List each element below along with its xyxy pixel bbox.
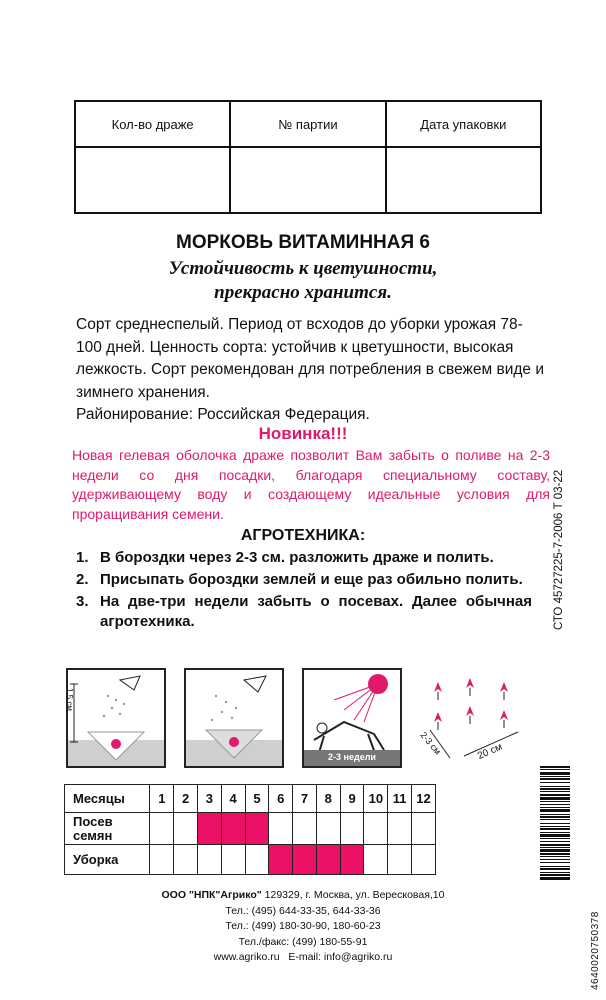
barcode-bar xyxy=(540,862,570,863)
barcode-bar xyxy=(540,872,570,873)
harvest-month-7 xyxy=(293,845,317,875)
month-12: 12 xyxy=(412,785,436,813)
harvest-month-5 xyxy=(245,845,269,875)
step-text: На две-три недели забыть о посевах. Далее обычная агротехника. xyxy=(100,593,532,630)
barcode-bar xyxy=(540,877,570,880)
barcode-bar xyxy=(540,807,570,808)
spacing-illustration xyxy=(420,668,520,768)
phone-line-2: Тел.: (499) 180-30-90, 180-60-23 xyxy=(225,920,381,932)
month-2: 2 xyxy=(174,785,198,813)
barcode-bar xyxy=(540,874,570,876)
spacing-label-row: 2-3 см xyxy=(418,730,443,757)
sowing-depth-illustration xyxy=(66,668,166,768)
month-6: 6 xyxy=(269,785,293,813)
agro-step xyxy=(76,548,532,568)
agro-step xyxy=(76,592,532,632)
sowing-row xyxy=(65,813,436,845)
barcode-bar xyxy=(540,797,570,800)
company-footer xyxy=(0,888,606,966)
barcode-bar xyxy=(540,838,570,839)
dragee-count-cell xyxy=(75,147,230,213)
step-text: Присыпать бороздки землей и еще раз обильно полить. xyxy=(100,571,523,588)
step-text: В бороздки через 2-3 см. разложить драже и полить. xyxy=(100,549,494,566)
harvest-month-2 xyxy=(174,845,198,875)
barcode-bar xyxy=(540,856,570,857)
barcode-bar xyxy=(540,778,570,780)
novinka-title: Новинка!!! xyxy=(258,424,348,443)
sowing-month-7 xyxy=(293,813,317,845)
product-title: МОРКОВЬ ВИТАМИННАЯ 6 xyxy=(176,232,430,253)
harvest-month-8 xyxy=(316,845,340,875)
harvest-month-10 xyxy=(364,845,388,875)
months-label: Месяцы xyxy=(65,785,150,813)
barcode-bar xyxy=(540,834,570,837)
month-5: 5 xyxy=(245,785,269,813)
barcode-bar xyxy=(540,776,570,777)
sowing-month-11 xyxy=(388,813,412,845)
watering-illustration xyxy=(184,668,284,768)
batch-number-header: № партии xyxy=(230,101,385,147)
month-3: 3 xyxy=(198,785,222,813)
barcode-bar xyxy=(540,804,570,805)
agro-title: АГРОТЕХНИКА: xyxy=(240,527,366,544)
sowing-month-2 xyxy=(174,813,198,845)
company-name: ООО "НПК"Агрико" xyxy=(161,889,262,901)
barcode-bar xyxy=(540,809,570,812)
step-number: 2. xyxy=(76,571,89,588)
sowing-calendar xyxy=(64,784,436,875)
month-10: 10 xyxy=(364,785,388,813)
barcode-bar xyxy=(540,766,570,768)
watering-graphic xyxy=(186,670,282,766)
harvest-month-1 xyxy=(150,845,174,875)
spacing-label-between: 20 см xyxy=(476,741,505,763)
harvest-month-9 xyxy=(340,845,364,875)
phone-line-1: Тел.: (495) 644-33-35, 644-33-36 xyxy=(225,904,381,917)
barcode-bar xyxy=(540,788,570,790)
sowing-row-label: Посев семян xyxy=(65,813,150,845)
subtitle-line-1: Устойчивость к цветушности, xyxy=(168,258,438,279)
zoning-text: Районирование: Российская Федерация. xyxy=(76,406,370,423)
barcode-bar xyxy=(540,849,570,852)
harvest-month-11 xyxy=(388,845,412,875)
month-8: 8 xyxy=(316,785,340,813)
harvest-month-6 xyxy=(269,845,293,875)
sowing-month-5 xyxy=(245,813,269,845)
barcode-bar xyxy=(540,791,570,792)
description-text: Сорт среднеспелый. Период от всходов до уборки урожая 78-100 дней. Ценность сорта: устойчив к цветушности, высокая лежкость. Сорт рекомендован для потребления в свежем виде и зимнего хранения. xyxy=(76,316,544,401)
barcode-bar xyxy=(540,866,570,867)
company-address-line xyxy=(0,888,606,904)
resting-illustration xyxy=(302,668,402,768)
month-7: 7 xyxy=(293,785,317,813)
barcode-bar xyxy=(540,772,570,775)
month-9: 9 xyxy=(340,785,364,813)
harvest-month-12 xyxy=(412,845,436,875)
barcode-bar xyxy=(540,841,570,842)
barcode-bar xyxy=(540,801,570,802)
pack-date-header: Дата упаковки xyxy=(386,101,541,147)
sowing-depth-graphic xyxy=(68,670,164,766)
barcode-bar xyxy=(540,814,570,815)
website-link[interactable]: www.agriko.ru xyxy=(213,951,280,963)
barcode-bar xyxy=(540,853,570,855)
barcode-bar xyxy=(540,823,570,824)
pack-date-cell xyxy=(386,147,541,213)
barcode-bar xyxy=(540,828,570,830)
barcode-bar xyxy=(540,826,570,827)
phone-line-3: Тел./факс: (499) 180-55-91 xyxy=(238,935,368,948)
barcode-bar xyxy=(540,868,570,870)
harvest-month-4 xyxy=(221,845,245,875)
lot-info-table xyxy=(74,100,542,214)
weeks-label: 2-3 недели xyxy=(328,752,376,762)
subtitle-line-2: прекрасно хранится. xyxy=(214,282,392,303)
month-1: 1 xyxy=(150,785,174,813)
company-address: 129329, г. Москва, ул. Вересковая,10 xyxy=(261,889,445,901)
sowing-month-9 xyxy=(340,813,364,845)
barcode-bar xyxy=(540,859,570,860)
agro-step xyxy=(76,570,532,590)
harvest-row xyxy=(65,845,436,875)
batch-number-cell xyxy=(230,147,385,213)
dragee-count-header: Кол-во драже xyxy=(75,101,230,147)
sowing-month-8 xyxy=(316,813,340,845)
barcode-bar xyxy=(540,844,570,846)
depth-label: 1.5 см xyxy=(65,688,74,711)
step-number: 3. xyxy=(76,593,89,610)
sowing-month-1 xyxy=(150,813,174,845)
barcode-bar xyxy=(540,816,570,818)
email-link[interactable]: E-mail: info@agriko.ru xyxy=(288,951,393,963)
step-number: 1. xyxy=(76,549,89,566)
barcode-bar xyxy=(540,819,570,820)
planting-illustrations xyxy=(66,668,526,768)
barcode-number: 4640020750378 xyxy=(590,911,601,990)
web-email-line xyxy=(0,950,606,966)
barcode-bar xyxy=(540,786,570,787)
month-4: 4 xyxy=(221,785,245,813)
description xyxy=(76,314,546,427)
sowing-month-12 xyxy=(412,813,436,845)
novinka-text: Новая гелевая оболочка драже позволит Вам забыть о поливе на 2-3 недели со дня посадки, благодаря специальному составу, удерживающему воду и создающему идеальные условия для проращивания семени. xyxy=(72,447,550,522)
sowing-month-10 xyxy=(364,813,388,845)
barcode-icon xyxy=(540,766,570,988)
sowing-month-3 xyxy=(198,813,222,845)
barcode-bar xyxy=(540,769,570,770)
sowing-month-4 xyxy=(221,813,245,845)
barcode-bar xyxy=(540,782,570,783)
barcode-bar xyxy=(540,832,570,833)
barcode-bar xyxy=(540,847,570,848)
harvest-month-3 xyxy=(198,845,222,875)
agro-steps xyxy=(76,548,532,634)
month-11: 11 xyxy=(388,785,412,813)
barcode-bar xyxy=(540,794,570,796)
harvest-row-label: Уборка xyxy=(65,845,150,875)
standard-code: СТО 45727225-7-2006 Т 03-22 xyxy=(553,469,565,630)
sowing-month-6 xyxy=(269,813,293,845)
